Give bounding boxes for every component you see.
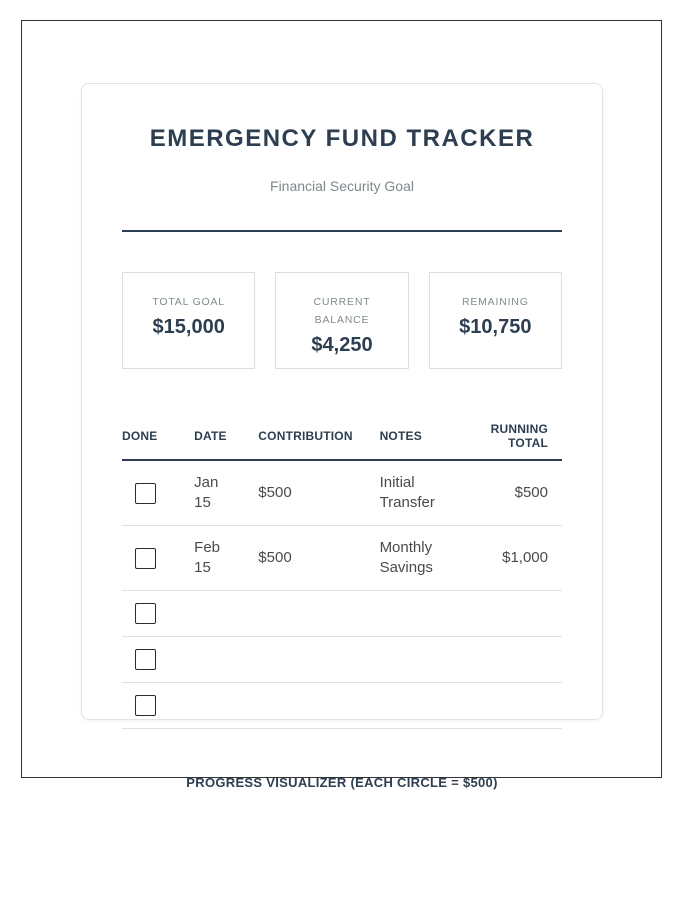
stat-total-goal bbox=[122, 272, 255, 369]
done-checkbox[interactable] bbox=[135, 649, 156, 670]
notes-cell: Initial Transfer bbox=[380, 460, 472, 526]
date-cell: Feb 15 bbox=[194, 526, 258, 591]
done-checkbox[interactable] bbox=[135, 603, 156, 624]
contribution-cell: $500 bbox=[258, 526, 379, 591]
stat-label: REMAINING bbox=[461, 296, 529, 308]
contributions-table bbox=[122, 412, 562, 729]
notes-cell bbox=[380, 591, 472, 637]
col-running-total: RUNNING TOTAL bbox=[472, 412, 562, 460]
stat-label: TOTAL GOAL bbox=[152, 296, 225, 308]
date-cell bbox=[194, 591, 258, 637]
tracker-card bbox=[81, 83, 603, 790]
done-checkbox[interactable] bbox=[135, 483, 156, 504]
running-total-cell bbox=[472, 637, 562, 683]
notes-cell bbox=[380, 683, 472, 729]
date-cell bbox=[194, 683, 258, 729]
col-date: DATE bbox=[194, 412, 258, 460]
table-header-row bbox=[122, 412, 562, 460]
notes-cell bbox=[380, 637, 472, 683]
contribution-cell: $500 bbox=[258, 460, 379, 526]
stat-value: $15,000 bbox=[152, 316, 225, 338]
date-cell: Jan 15 bbox=[194, 460, 258, 526]
col-notes: NOTES bbox=[380, 412, 472, 460]
stat-value: $4,250 bbox=[311, 334, 373, 356]
done-checkbox[interactable] bbox=[135, 695, 156, 716]
stat-label: CURRENT BALANCE bbox=[313, 296, 371, 326]
contribution-cell bbox=[258, 591, 379, 637]
contribution-cell bbox=[258, 637, 379, 683]
table-row bbox=[122, 591, 562, 637]
progress-visualizer-heading: PROGRESS VISUALIZER (EACH CIRCLE = $500) bbox=[186, 775, 498, 790]
page-title: EMERGENCY FUND TRACKER bbox=[149, 125, 535, 152]
table-row bbox=[122, 683, 562, 729]
notes-cell: Monthly Savings bbox=[380, 526, 472, 591]
running-total-cell: $1,000 bbox=[472, 526, 562, 591]
stat-value: $10,750 bbox=[459, 316, 532, 338]
running-total-cell bbox=[472, 683, 562, 729]
title-divider bbox=[122, 230, 562, 232]
table-row bbox=[122, 526, 562, 591]
col-contribution: CONTRIBUTION bbox=[258, 412, 379, 460]
done-checkbox[interactable] bbox=[135, 548, 156, 569]
stat-remaining bbox=[429, 272, 562, 369]
date-cell bbox=[194, 637, 258, 683]
table-row bbox=[122, 460, 562, 526]
contribution-cell bbox=[258, 683, 379, 729]
stat-current-balance bbox=[275, 272, 408, 369]
stats-row bbox=[122, 272, 562, 369]
running-total-cell: $500 bbox=[472, 460, 562, 526]
col-done: DONE bbox=[122, 412, 194, 460]
running-total-cell bbox=[472, 591, 562, 637]
table-row bbox=[122, 637, 562, 683]
page-subtitle: Financial Security Goal bbox=[270, 178, 414, 194]
